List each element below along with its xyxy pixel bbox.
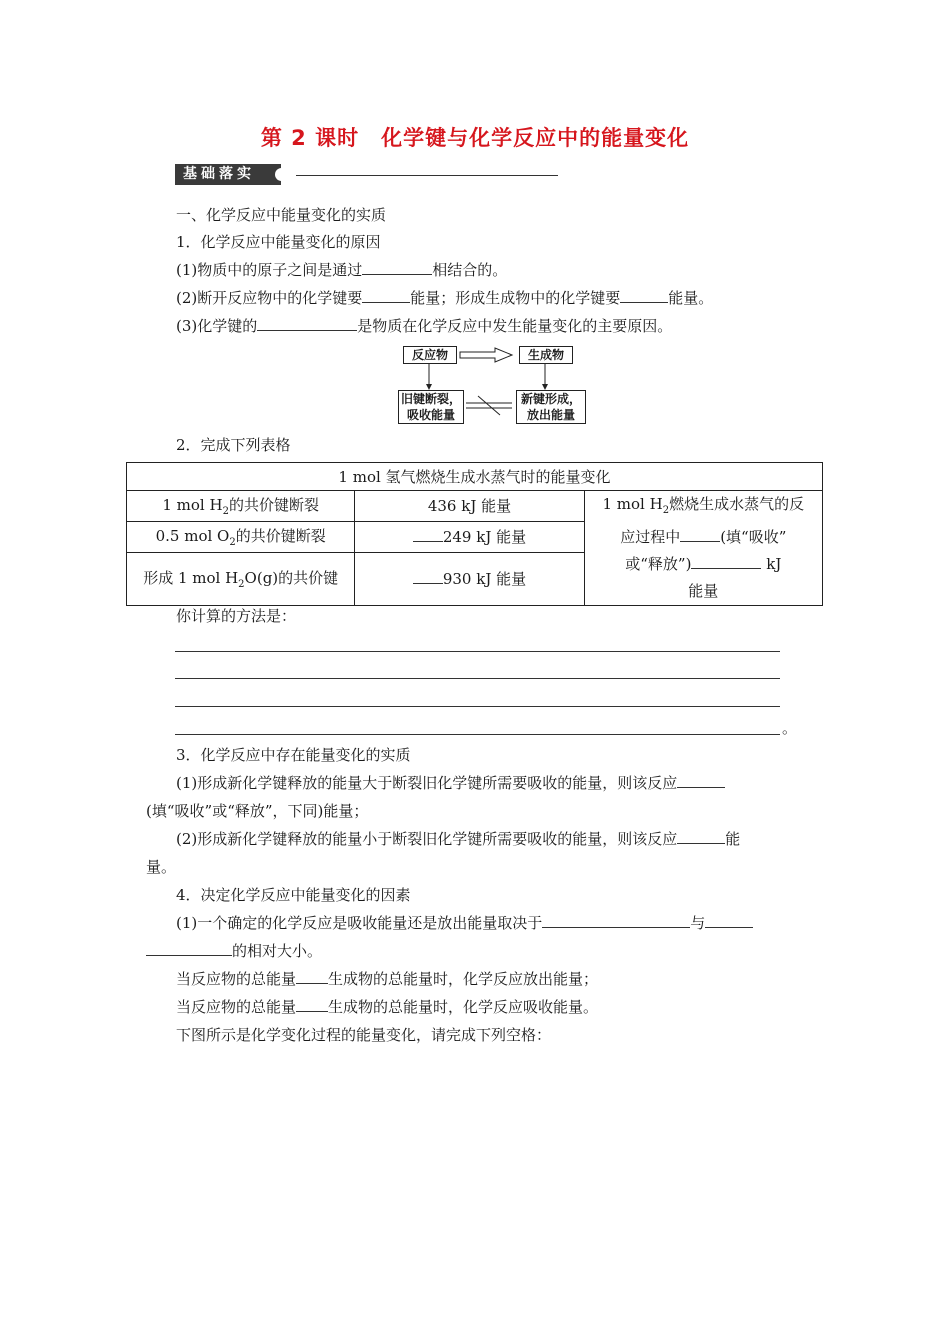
q2-heading: 2．完成下列表格 <box>176 436 291 454</box>
q3-line2: (填“吸收”或“释放”，下同)能量； <box>146 802 369 820</box>
page-title: 第 2 课时 化学键与化学反应中的能量变化 <box>260 126 690 150</box>
q4-line3-text-a: 当反应物的总能量 <box>176 970 297 988</box>
table-row-label: 0.5 mol $O_2$的共价键断裂 <box>127 521 355 552</box>
answer-blank[interactable] <box>362 288 410 303</box>
comparison-symbol-icon <box>466 396 512 415</box>
q1-line2-text-c: 能量。 <box>668 289 714 307</box>
q4-line4 <box>176 997 598 1017</box>
q4-line4-text-a: 当反应物的总能量 <box>176 998 297 1016</box>
answer-blank[interactable] <box>257 316 357 331</box>
q3-line1 <box>176 773 725 793</box>
q1-line1-text-a: (1)物质中的原子之间是通过 <box>176 261 363 279</box>
q3-heading: 3．化学反应中存在能量变化的实质 <box>176 746 411 764</box>
bond-break-line1: 旧键断裂， <box>400 392 461 406</box>
answer-blank[interactable] <box>413 569 443 584</box>
answer-blank[interactable] <box>677 773 725 788</box>
section-badge: 基础落实 <box>175 164 281 185</box>
answer-blank[interactable] <box>680 527 720 542</box>
q4-line2-text: 的相对大小。 <box>232 942 323 960</box>
q1-line2-text-b: 能量；形成生成物中的化学键要 <box>410 289 621 307</box>
table-row-value: 249 kJ 能量 <box>355 521 584 552</box>
bond-form-line2: 放出能量 <box>526 408 575 422</box>
bond-break-line2: 吸收能量 <box>406 408 455 422</box>
answer-blank[interactable] <box>542 913 690 928</box>
q1-heading: 1．化学反应中能量变化的原因 <box>176 233 381 251</box>
hollow-arrow-icon <box>460 348 512 362</box>
answer-line[interactable] <box>175 706 780 707</box>
reaction-diagram-arrows <box>390 340 600 430</box>
q3-line4: 量。 <box>146 858 177 876</box>
answer-blank[interactable] <box>705 913 753 928</box>
answer-blank[interactable] <box>146 941 232 956</box>
table-row-value: 930 kJ 能量 <box>355 552 584 605</box>
table-title: 1 mol 氢气燃烧生成水蒸气时的能量变化 <box>127 463 823 491</box>
bond-form-line1: 新键形成， <box>520 392 581 406</box>
answer-line[interactable] <box>175 651 780 652</box>
q4-line1-text-a: (1)一个确定的化学反应是吸收能量还是放出能量取决于 <box>176 914 543 932</box>
q4-line3 <box>176 969 598 989</box>
q3-line1-text: (1)形成新化学键释放的能量大于断裂旧化学键所需要吸收的能量，则该反应 <box>176 774 678 792</box>
table-row-value: 436 kJ 能量 <box>355 491 584 522</box>
method-prompt: 你计算的方法是： <box>176 607 297 625</box>
q4-line1 <box>176 913 753 933</box>
section-heading: 一、化学反应中能量变化的实质 <box>176 206 387 224</box>
table-answer-cell: 1 mol $H_2$燃烧生成水蒸气的反 应过程中 (填“吸收” 或“释放”) kJ 能量 <box>584 491 822 606</box>
down-arrow-icon <box>542 364 548 390</box>
q4-line3-text-b: 生成物的总能量时，化学反应放出能量； <box>328 970 599 988</box>
q1-line2-text-a: (2)断开反应物中的化学键要 <box>176 289 363 307</box>
q4-heading: 4．决定化学反应中能量变化的因素 <box>176 886 411 904</box>
q3-line3-text-a: (2)形成新化学键释放的能量小于断裂旧化学键所需要吸收的能量，则该反应 <box>176 830 678 848</box>
answer-blank[interactable] <box>296 969 328 984</box>
badge-dot-icon <box>275 168 288 181</box>
answer-blank[interactable] <box>691 554 761 569</box>
answer-blank[interactable] <box>413 527 443 542</box>
q3-line3-text-b: 能 <box>725 830 741 848</box>
product-label: 生成物 <box>527 348 564 362</box>
q1-line3 <box>176 316 672 336</box>
q1-line1-text-b: 相结合的。 <box>432 261 508 279</box>
q4-line1-text-b: 与 <box>690 914 706 932</box>
q1-line1 <box>176 260 507 280</box>
answer-blank[interactable] <box>620 288 668 303</box>
answer-line[interactable] <box>175 678 780 679</box>
answer-blank[interactable] <box>296 997 328 1012</box>
reactant-label: 反应物 <box>411 348 448 362</box>
q3-line3 <box>176 829 740 849</box>
answer-line[interactable] <box>175 734 780 735</box>
table-row-label: 1 mol $H_2$的共价键断裂 <box>127 491 355 522</box>
badge-divider <box>296 175 558 176</box>
energy-table <box>126 462 823 606</box>
answer-period: 。 <box>782 719 798 737</box>
q4-line5: 下图所示是化学变化过程的能量变化，请完成下列空格： <box>176 1026 552 1044</box>
answer-blank[interactable] <box>677 829 725 844</box>
down-arrow-icon <box>426 364 432 390</box>
q1-line3-text-b: 是物质在化学反应中发生能量变化的主要原因。 <box>357 317 673 335</box>
q1-line3-text-a: (3)化学键的 <box>176 317 258 335</box>
q4-line2 <box>146 941 322 961</box>
q4-line4-text-b: 生成物的总能量时，化学反应吸收能量。 <box>328 998 599 1016</box>
answer-blank[interactable] <box>362 260 432 275</box>
q1-line2 <box>176 288 713 308</box>
table-row-label: 形成 1 mol $H_2O(g)$的共价键 <box>127 552 355 605</box>
